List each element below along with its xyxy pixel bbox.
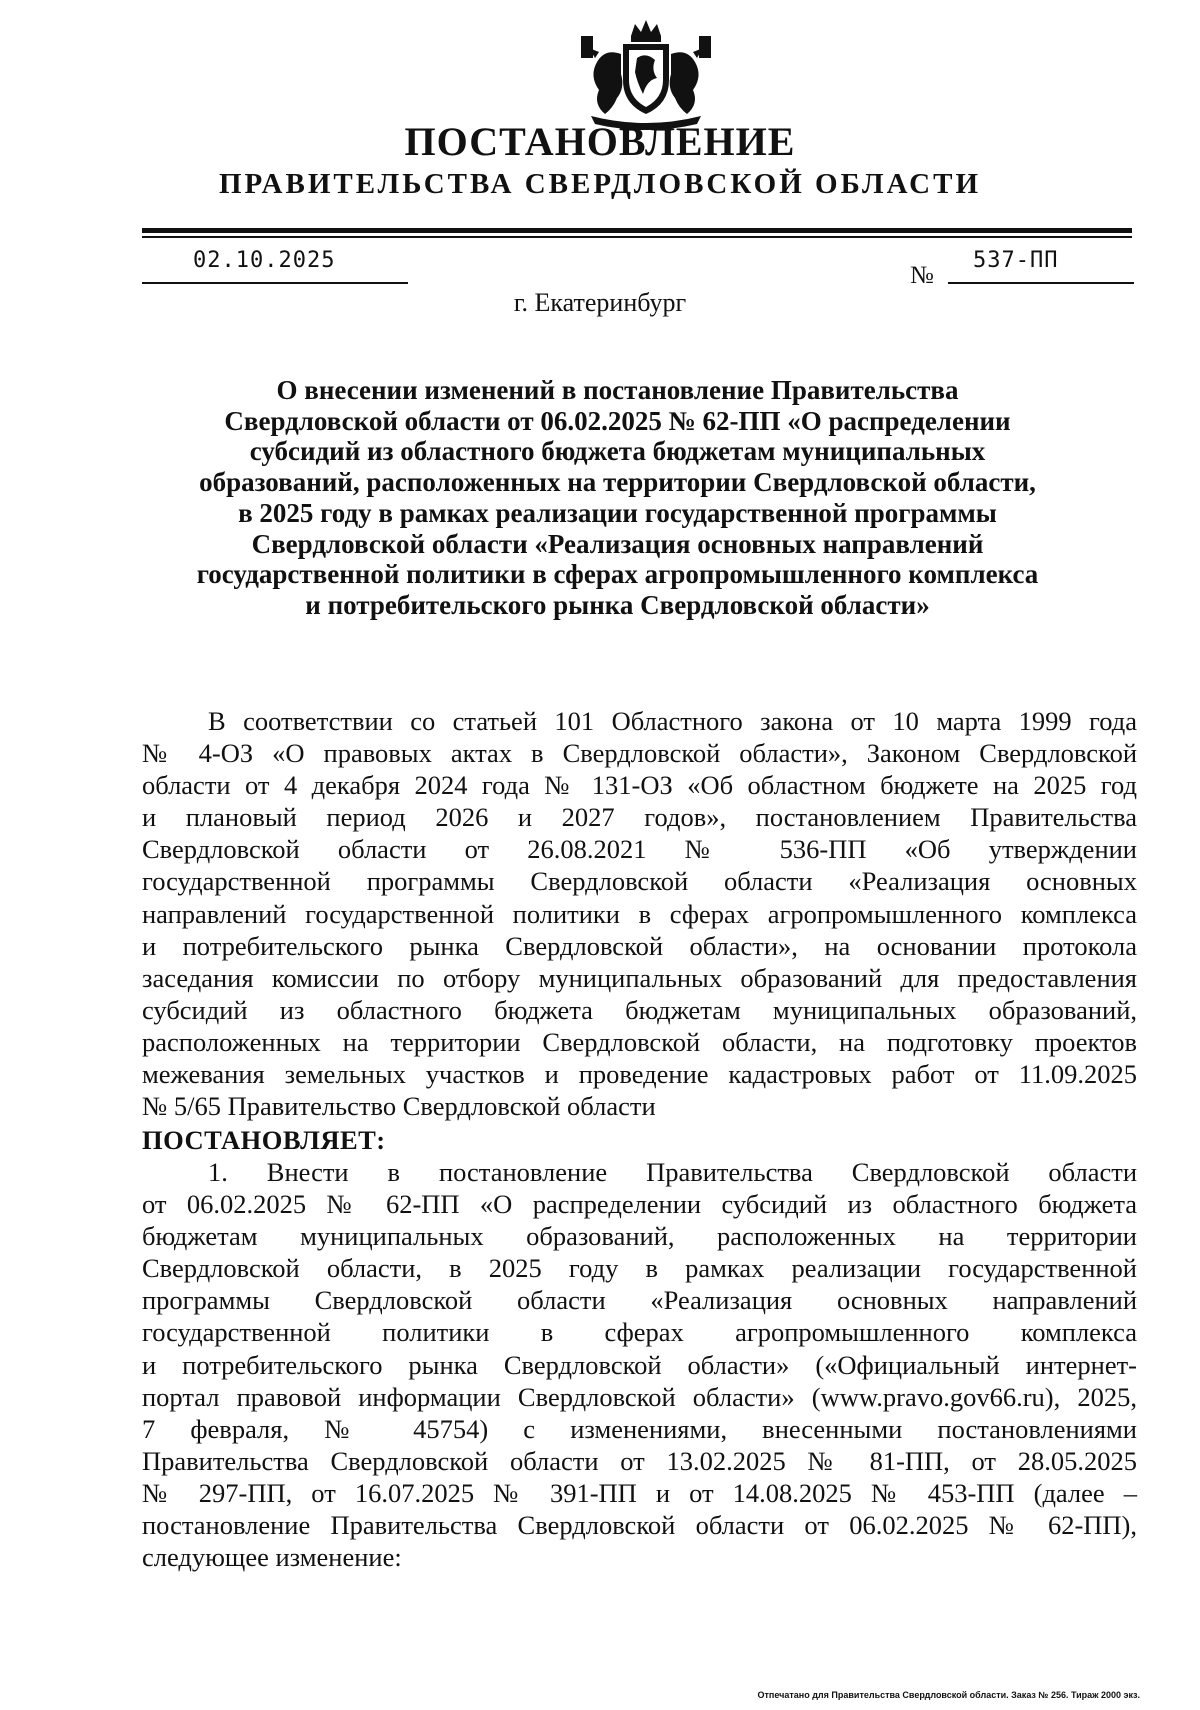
paragraph-line: и потребительского рынка Свердловской области» («Официальный интернет- — [142, 1349, 1137, 1380]
title-line: субсидий из областного бюджета бюджетам муниципальных — [249, 436, 986, 467]
header-divider-thin — [142, 236, 1132, 238]
paragraph-line: следующее изменение: — [142, 1542, 402, 1573]
paragraph-line: расположенных на территории Свердловской области, на подготовку проектов — [142, 1026, 1137, 1057]
document-title — [150, 375, 1085, 621]
title-line: Свердловской области от 06.02.2025 № 62-ПП «О распределении — [224, 405, 1011, 436]
coat-of-arms-icon — [571, 18, 721, 130]
issue-city: г. Екатеринбург — [513, 288, 687, 317]
paragraph-line: № 297-ПП, от 16.07.2025 № 391-ПП и от 14.08.2025 № 453-ПП (далее – — [142, 1477, 1137, 1508]
paragraph-line: заседания комиссии по отбору муниципальных образований для предоставления — [142, 962, 1137, 993]
title-line: Свердловской области «Реализация основных направлений — [251, 528, 984, 559]
paragraph-line: и плановый период 2026 и 2027 годов», постановлением Правительства — [142, 802, 1137, 833]
title-line: образований, расположенных на территории Свердловской области, — [199, 467, 1036, 498]
number-sign-label: № — [910, 262, 934, 289]
paragraph-line: портал правовой информации Свердловской области» (www.pravo.gov66.ru), 2025, — [142, 1381, 1137, 1412]
paragraph-line: и потребительского рынка Свердловской области», на основании протокола — [142, 930, 1137, 961]
paragraph-line: В соответствии со статьей 101 Областного закона от 10 марта 1999 года — [208, 706, 1137, 736]
title-line: государственной политики в сферах агропромышленного комплекса — [196, 559, 1039, 590]
title-line: и потребительского рынка Свердловской области» — [305, 589, 930, 620]
print-imprint-footer: Отпечатано для Правительства Свердловской области. Заказ № 256. Тираж 2000 экз. — [757, 1690, 1140, 1700]
paragraph-line: государственной программы Свердловской области «Реализация основных — [142, 866, 1137, 897]
document-date: 02.10.2025 — [193, 248, 336, 273]
paragraph-line: направлений государственной политики в сферах агропромышленного комплекса — [142, 898, 1137, 929]
preamble-paragraph — [142, 705, 1137, 1122]
paragraph-line: № 5/65 Правительство Свердловской области — [142, 1091, 656, 1122]
paragraph-line: бюджетам муниципальных образований, расположенных на территории — [142, 1221, 1137, 1252]
paragraph-line: Свердловской области от 26.08.2021 № 536-ПП «Об утверждении — [142, 834, 1137, 865]
date-underline — [142, 282, 408, 284]
paragraph-line: государственной политики в сферах агропромышленного комплекса — [142, 1317, 1137, 1348]
paragraph-line: области от 4 декабря 2024 года № 131-ОЗ «Об областном бюджете на 2025 год — [142, 770, 1137, 801]
paragraph-line: межевания земельных участков и проведение кадастровых работ от 11.09.2025 — [142, 1059, 1137, 1090]
clause-1-paragraph — [142, 1156, 1137, 1573]
title-line: О внесении изменений в постановление Правительства — [276, 375, 959, 405]
paragraph-line: субсидий из областного бюджета бюджетам муниципальных образований, — [142, 994, 1137, 1025]
number-underline — [948, 282, 1134, 284]
decision-keyword: ПОСТАНОВЛЯЕТ: — [142, 1125, 386, 1155]
paragraph-line: от 06.02.2025 № 62-ПП «О распределении субсидий из областного бюджета — [142, 1189, 1137, 1220]
paragraph-line: постановление Правительства Свердловской области от 06.02.2025 № 62-ПП), — [142, 1510, 1137, 1541]
paragraph-line: программы Свердловской области «Реализация основных направлений — [142, 1285, 1137, 1316]
issuing-authority-heading: ПРАВИТЕЛЬСТВА СВЕРДЛОВСКОЙ ОБЛАСТИ — [218, 168, 982, 200]
document-type-heading: ПОСТАНОВЛЕНИЕ — [404, 119, 796, 164]
document-number: 537-ПП — [973, 248, 1059, 273]
title-line: в 2025 году в рамках реализации государственной программы — [238, 497, 997, 528]
header-divider-thick — [142, 228, 1132, 233]
paragraph-line: Свердловской области, в 2025 году в рамках реализации государственной — [142, 1253, 1137, 1284]
paragraph-line: 1. Внести в постановление Правительства Свердловской области — [208, 1157, 1137, 1187]
paragraph-line: Правительства Свердловской области от 13.02.2025 № 81-ПП, от 28.05.2025 — [142, 1445, 1137, 1476]
paragraph-line: 7 февраля, № 45754) с изменениями, внесенными постановлениями — [142, 1413, 1137, 1444]
paragraph-line: № 4-ОЗ «О правовых актах в Свердловской области», Законом Свердловской — [142, 738, 1137, 769]
